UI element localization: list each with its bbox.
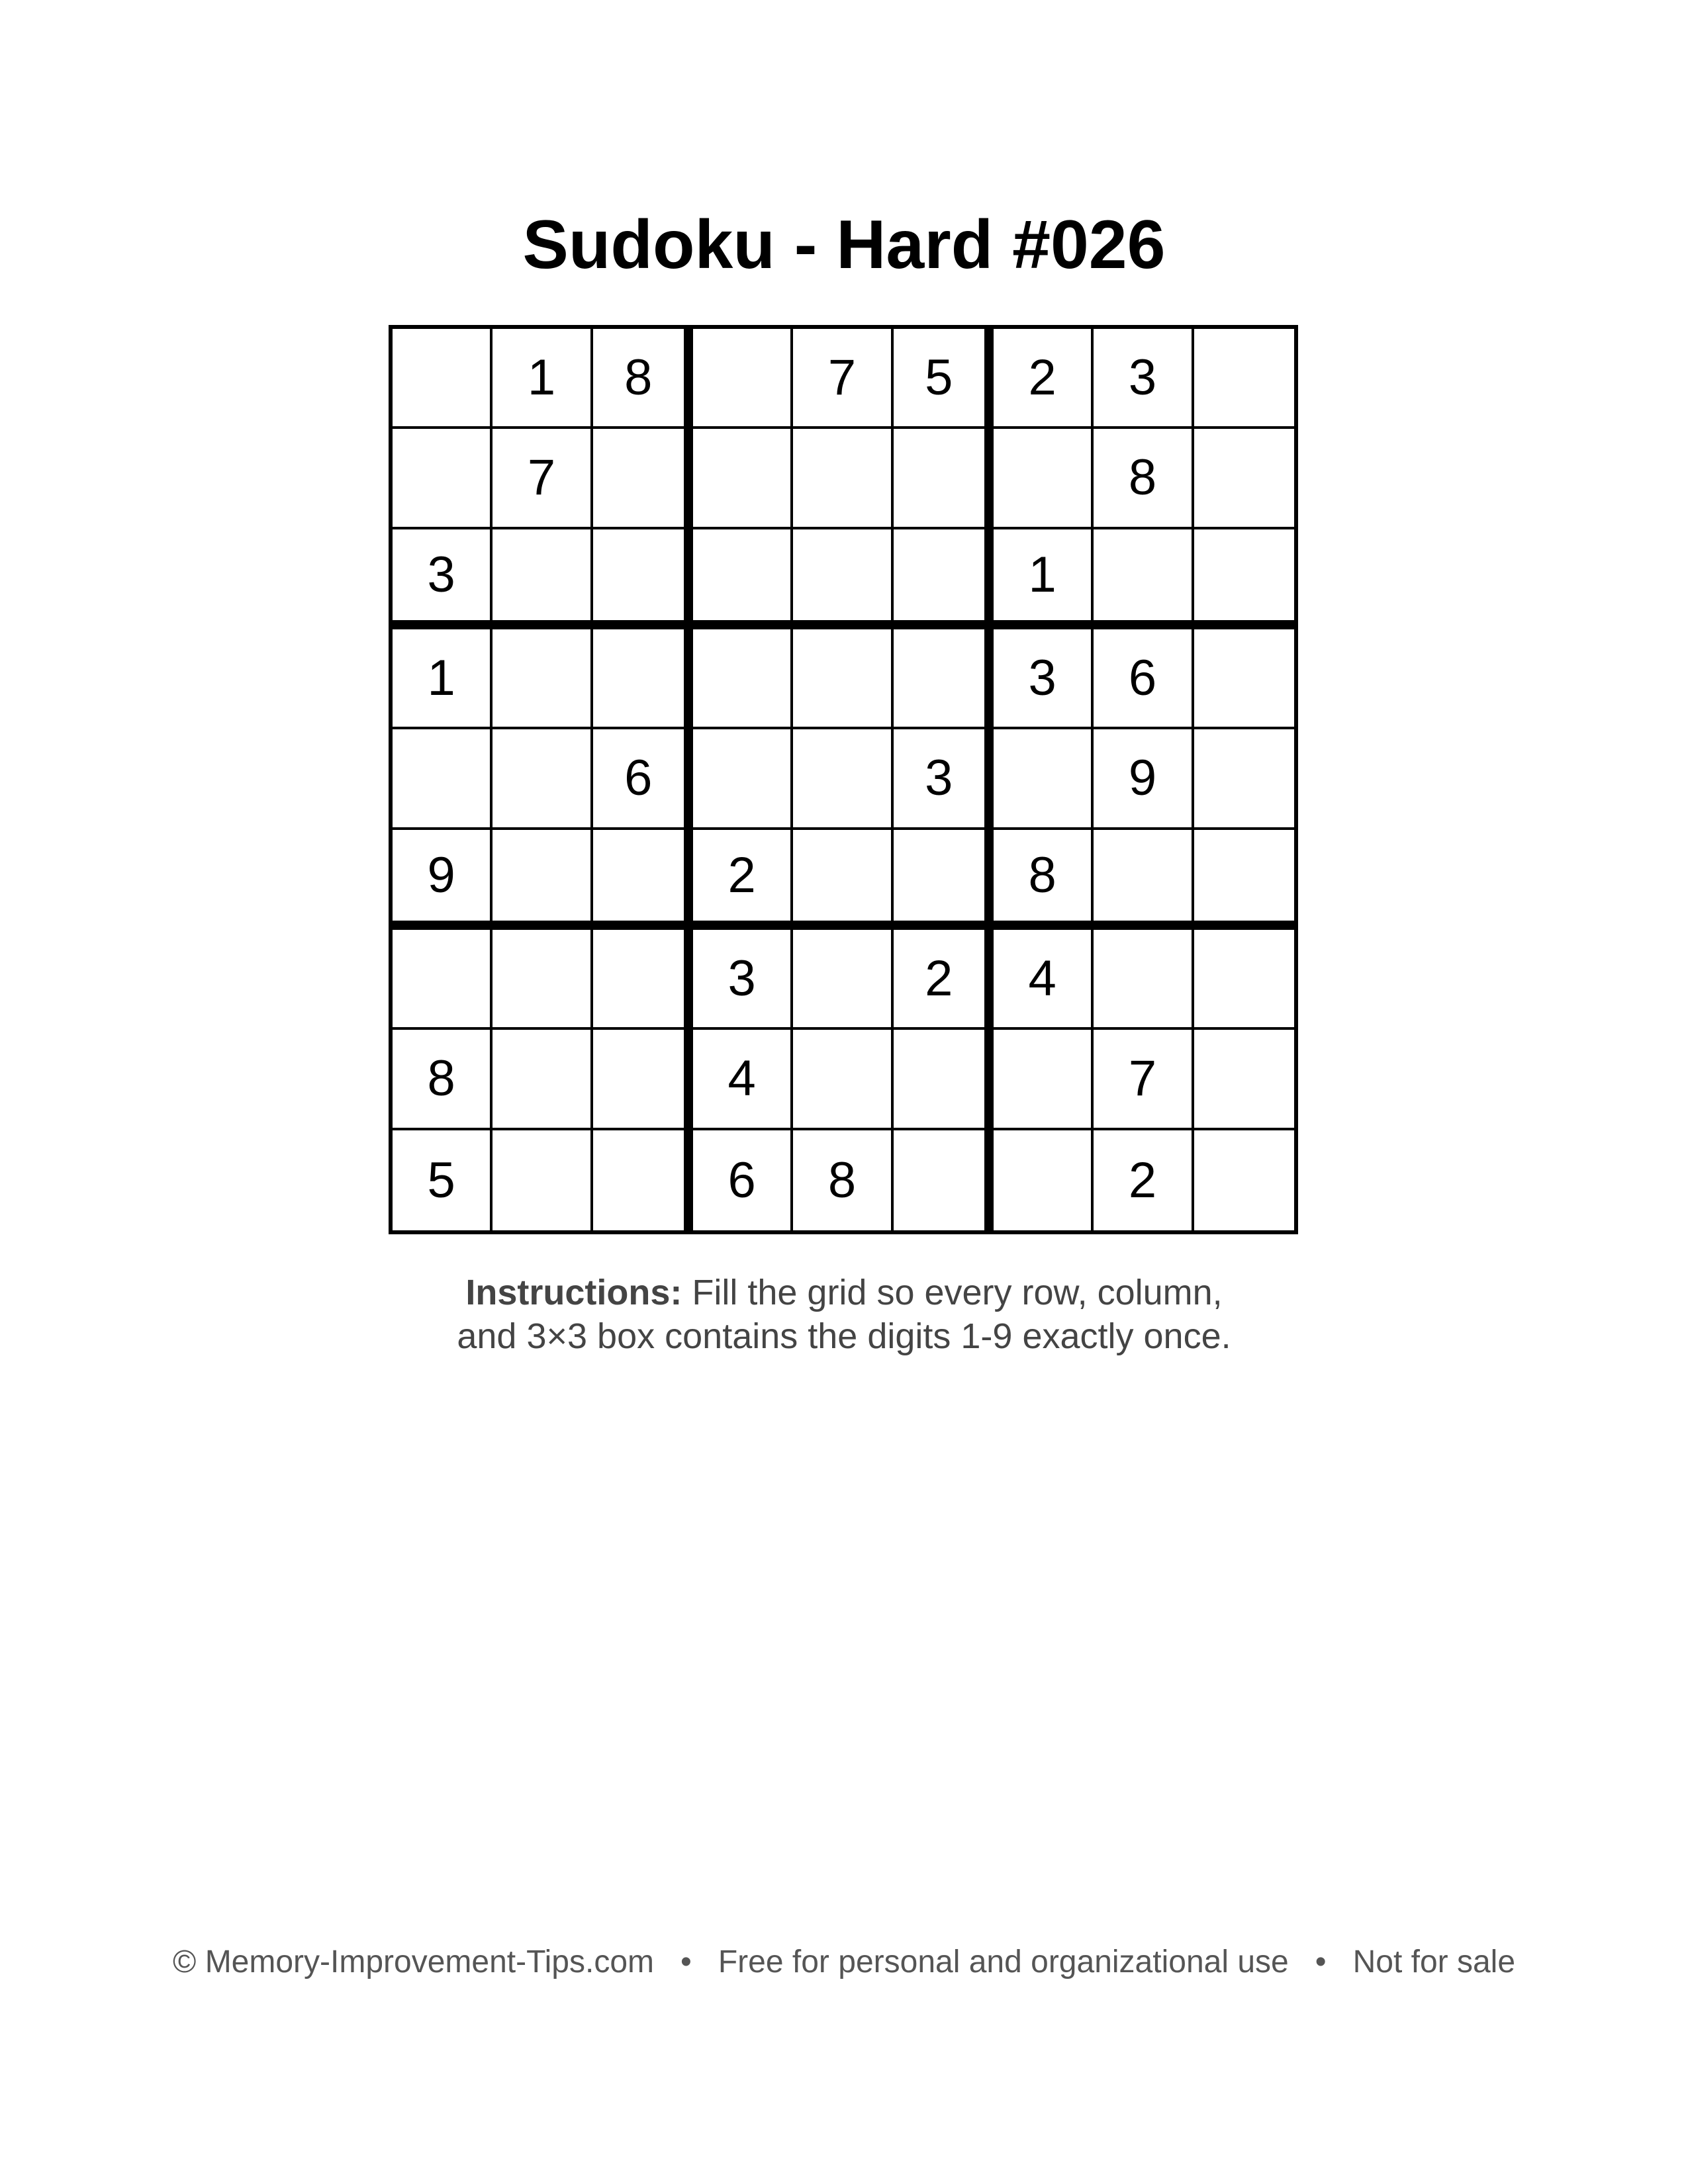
sudoku-empty-cell[interactable] — [894, 429, 994, 529]
sudoku-given-cell: 7 — [492, 429, 592, 529]
sudoku-empty-cell[interactable] — [894, 629, 994, 729]
page-title: Sudoku - Hard #026 — [522, 206, 1166, 283]
sudoku-empty-cell[interactable] — [793, 529, 893, 629]
instructions-label: Instructions: — [465, 1273, 682, 1312]
instructions-text-1: Fill the grid so every row, column, — [692, 1273, 1223, 1312]
sudoku-empty-cell[interactable] — [793, 729, 893, 829]
sudoku-empty-cell[interactable] — [492, 729, 592, 829]
sudoku-empty-cell[interactable] — [693, 429, 793, 529]
sudoku-given-cell: 9 — [1094, 729, 1194, 829]
sudoku-empty-cell[interactable] — [393, 930, 492, 1030]
sudoku-empty-cell[interactable] — [593, 1130, 693, 1230]
sudoku-empty-cell[interactable] — [492, 629, 592, 729]
sudoku-board — [389, 325, 1298, 1234]
sudoku-empty-cell[interactable] — [1194, 629, 1294, 729]
sudoku-given-cell: 3 — [994, 629, 1094, 729]
sudoku-given-cell: 1 — [393, 629, 492, 729]
sudoku-given-cell: 6 — [693, 1130, 793, 1230]
sudoku-empty-cell[interactable] — [492, 1030, 592, 1130]
sudoku-empty-cell[interactable] — [793, 429, 893, 529]
sudoku-given-cell: 5 — [393, 1130, 492, 1230]
sudoku-given-cell: 4 — [693, 1030, 793, 1130]
sudoku-empty-cell[interactable] — [1194, 1130, 1294, 1230]
sudoku-given-cell: 1 — [994, 529, 1094, 629]
footer-copyright: © Memory-Improvement-Tips.com — [172, 1944, 655, 1979]
sudoku-empty-cell[interactable] — [693, 529, 793, 629]
sudoku-empty-cell[interactable] — [492, 930, 592, 1030]
sudoku-empty-cell[interactable] — [593, 930, 693, 1030]
sudoku-empty-cell[interactable] — [793, 1030, 893, 1130]
sudoku-given-cell: 6 — [1094, 629, 1194, 729]
sudoku-empty-cell[interactable] — [1194, 329, 1294, 429]
sudoku-given-cell: 2 — [1094, 1130, 1194, 1230]
sudoku-given-cell: 3 — [393, 529, 492, 629]
sudoku-empty-cell[interactable] — [1094, 830, 1194, 930]
sudoku-empty-cell[interactable] — [894, 830, 994, 930]
sudoku-empty-cell[interactable] — [492, 830, 592, 930]
sudoku-empty-cell[interactable] — [1194, 930, 1294, 1030]
sudoku-empty-cell[interactable] — [994, 729, 1094, 829]
sudoku-empty-cell[interactable] — [793, 830, 893, 930]
sudoku-empty-cell[interactable] — [593, 830, 693, 930]
sudoku-empty-cell[interactable] — [693, 329, 793, 429]
sudoku-empty-cell[interactable] — [693, 729, 793, 829]
sudoku-empty-cell[interactable] — [1194, 729, 1294, 829]
sudoku-empty-cell[interactable] — [894, 1130, 994, 1230]
sudoku-empty-cell[interactable] — [793, 629, 893, 729]
sudoku-given-cell: 7 — [793, 329, 893, 429]
sudoku-given-cell: 4 — [994, 930, 1094, 1030]
footer-usage: Free for personal and organizational use — [718, 1944, 1289, 1979]
sudoku-given-cell: 7 — [1094, 1030, 1194, 1130]
sudoku-empty-cell[interactable] — [393, 329, 492, 429]
sudoku-empty-cell[interactable] — [1194, 429, 1294, 529]
sudoku-empty-cell[interactable] — [1194, 529, 1294, 629]
sudoku-empty-cell[interactable] — [894, 1030, 994, 1130]
sudoku-empty-cell[interactable] — [1194, 1030, 1294, 1130]
footer — [0, 1942, 1688, 1982]
sudoku-given-cell: 3 — [894, 729, 994, 829]
sudoku-empty-cell[interactable] — [1094, 529, 1194, 629]
sudoku-empty-cell[interactable] — [393, 429, 492, 529]
sudoku-empty-cell[interactable] — [593, 429, 693, 529]
sudoku-given-cell: 2 — [894, 930, 994, 1030]
sudoku-empty-cell[interactable] — [994, 1130, 1094, 1230]
sudoku-empty-cell[interactable] — [593, 529, 693, 629]
sudoku-given-cell: 8 — [593, 329, 693, 429]
sudoku-given-cell: 1 — [492, 329, 592, 429]
sudoku-empty-cell[interactable] — [492, 529, 592, 629]
sudoku-empty-cell[interactable] — [994, 429, 1094, 529]
sudoku-given-cell: 8 — [793, 1130, 893, 1230]
instructions — [0, 1271, 1688, 1358]
instructions-line-1 — [0, 1271, 1688, 1314]
sudoku-given-cell: 8 — [1094, 429, 1194, 529]
sudoku-given-cell: 8 — [393, 1030, 492, 1130]
sudoku-given-cell: 3 — [693, 930, 793, 1030]
instructions-line-2: and 3×3 box contains the digits 1-9 exactly once. — [457, 1316, 1231, 1356]
sudoku-empty-cell[interactable] — [393, 729, 492, 829]
sudoku-given-cell: 2 — [994, 329, 1094, 429]
sudoku-given-cell: 3 — [1094, 329, 1194, 429]
sudoku-empty-cell[interactable] — [593, 629, 693, 729]
sudoku-given-cell: 8 — [994, 830, 1094, 930]
sudoku-empty-cell[interactable] — [793, 930, 893, 1030]
sudoku-empty-cell[interactable] — [894, 529, 994, 629]
sudoku-empty-cell[interactable] — [1194, 830, 1294, 930]
footer-separator: • — [1315, 1944, 1327, 1979]
footer-separator: • — [680, 1944, 692, 1979]
sudoku-empty-cell[interactable] — [994, 1030, 1094, 1130]
footer-sale: Not for sale — [1352, 1944, 1516, 1979]
sudoku-empty-cell[interactable] — [1094, 930, 1194, 1030]
sudoku-given-cell: 9 — [393, 830, 492, 930]
sudoku-given-cell: 2 — [693, 830, 793, 930]
sudoku-empty-cell[interactable] — [693, 629, 793, 729]
sudoku-given-cell: 6 — [593, 729, 693, 829]
sudoku-given-cell: 5 — [894, 329, 994, 429]
sudoku-empty-cell[interactable] — [593, 1030, 693, 1130]
sudoku-empty-cell[interactable] — [492, 1130, 592, 1230]
